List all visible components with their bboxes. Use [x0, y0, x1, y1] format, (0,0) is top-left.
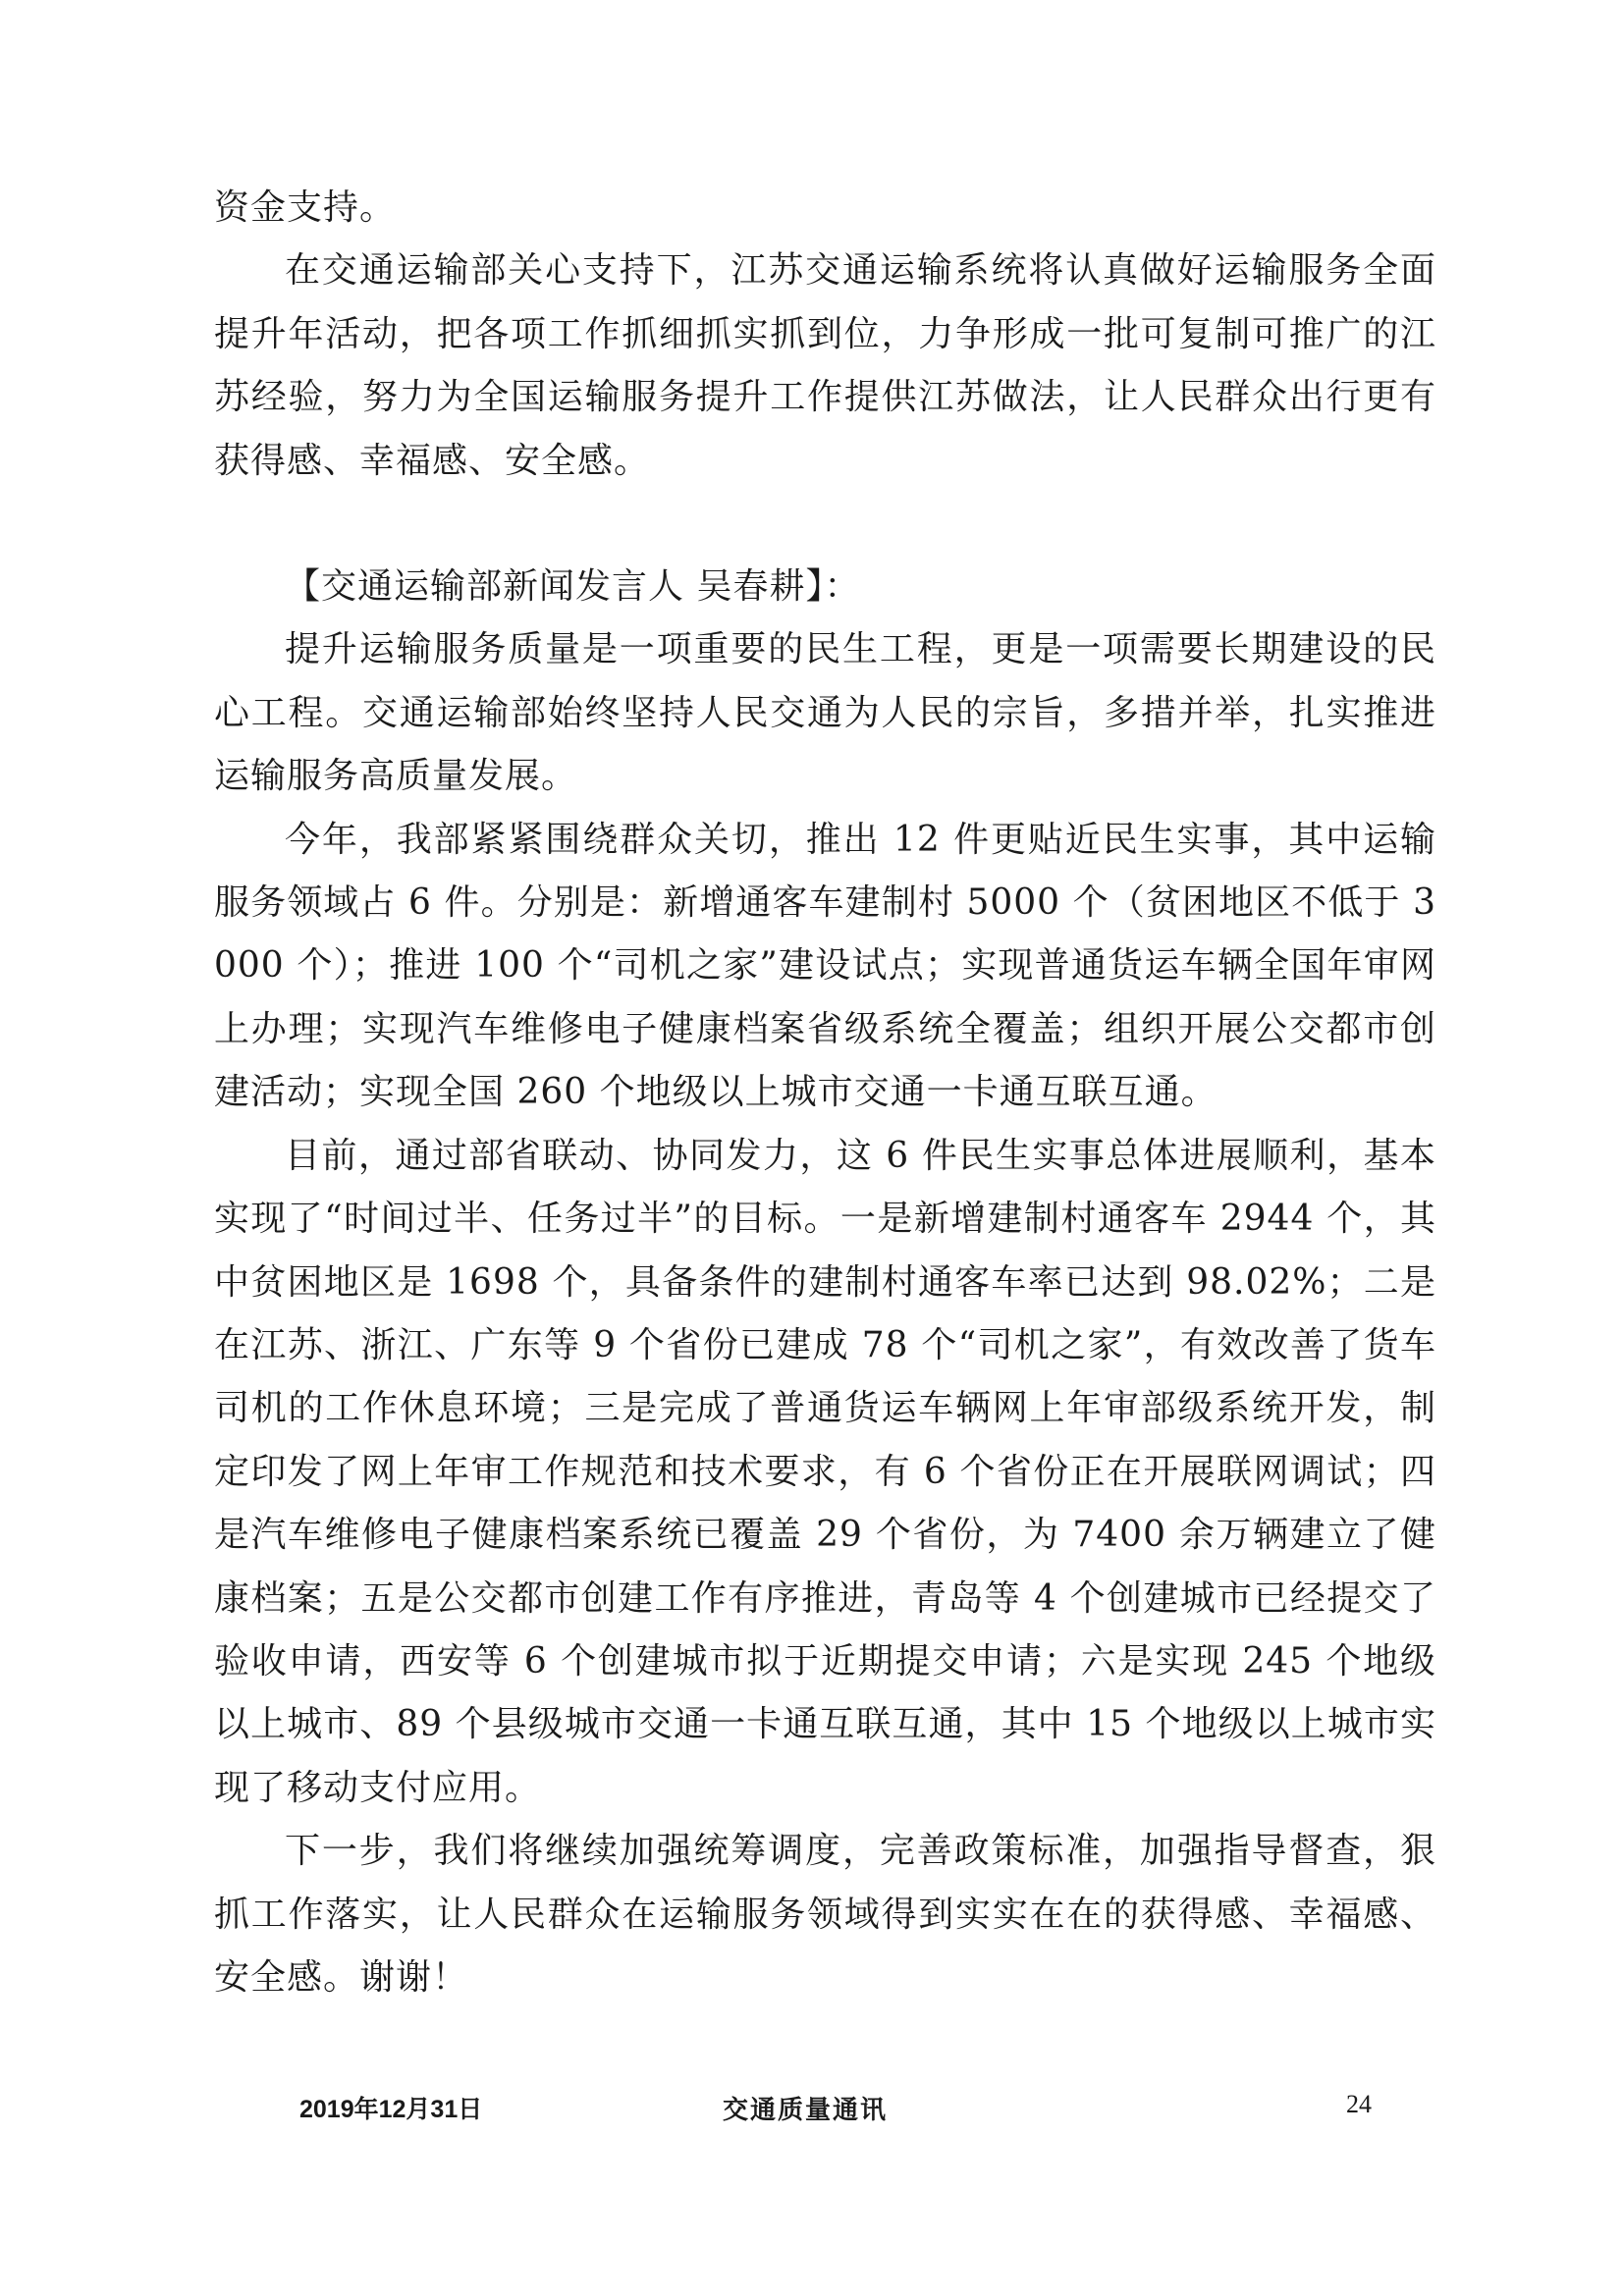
paragraph-continuation: 资金支持。 [214, 187, 397, 228]
paragraph-intro: 提升运输服务质量是一项重要的民生工程，更是一项需要长期建设的民心工程。交通运输部始终坚持人民交通为人民的宗旨，多措并举，扎实推进运输服务高质量发展。 [214, 629, 1436, 797]
speaker-heading: 【交通运输部新闻发言人 吴春耕】： [285, 566, 861, 608]
page-footer [0, 2090, 1623, 2129]
footer-page-number: 24 [1346, 2090, 1372, 2118]
footer-publication-title: 交通质量通讯 [723, 2096, 889, 2125]
paragraph-next-step: 下一步，我们将继续加强统筹调度，完善政策标准，加强指导督查，狠抓工作落实，让人民群众在运输服务领域得到实实在在的获得感、幸福感、安全感。谢谢！ [214, 1831, 1436, 1998]
paragraph-jiangsu: 在交通运输部关心支持下，江苏交通运输系统将认真做好运输服务全面提升年活动，把各项工作抓细抓实抓到位，力争形成一批可复制可推广的江苏经验，努力为全国运输服务提升工作提供江苏做法，让人民群众出行更有获得感、幸福感、安全感。 [214, 250, 1436, 481]
footer-date: 2019年12月31日 [299, 2096, 483, 2123]
paragraph-progress: 目前，通过部省联动、协同发力，这 6 件民生实事总体进展顺利，基本实现了“时间过半、任务过半”的目标。一是新增建制村通客车 2944 个，其中贫困地区是 1698 个，具备条件的建制村通客车率已达到 98.02%；二是在江苏、浙江、广东等 9 个省份已建成 78 个“司机之家”，有效改善了货车司机的工作休息环境；三是完成了普通货运车辆网上年审部级系统开发，制定印发了网上年审工作规范和技术要求，有 6 个省份正在开展联网调试；四是汽车维修电子健康档案系统已覆盖 29 个省份，为 7400 余万辆建立了健康档案；五是公交都市创建工作有序推进，青岛等 4 个创建城市已经提交了验收申请，西安等 6 个创建城市拟于近期提交申请；六是实现 245 个地级以上城市、89 个县级城市交通一卡通互联互通，其中 15 个地级以上城市实现了移动支付应用。 [214, 1135, 1436, 1808]
paragraph-this-year: 今年，我部紧紧围绕群众关切，推出 12 件更贴近民生实事，其中运输服务领域占 6 件。分别是：新增通客车建制村 5000 个（贫困地区不低于 3000 个）；推进 100 个“司机之家”建设试点；实现普通货运车辆全国年审网上办理；实现汽车维修电子健康档案省级系统全覆盖；组织开展公交都市创建活动；实现全国 260 个地级以上城市交通一卡通互联互通。 [214, 819, 1436, 1113]
paragraph-gap [214, 493, 1436, 556]
article-body [214, 177, 1436, 2009]
